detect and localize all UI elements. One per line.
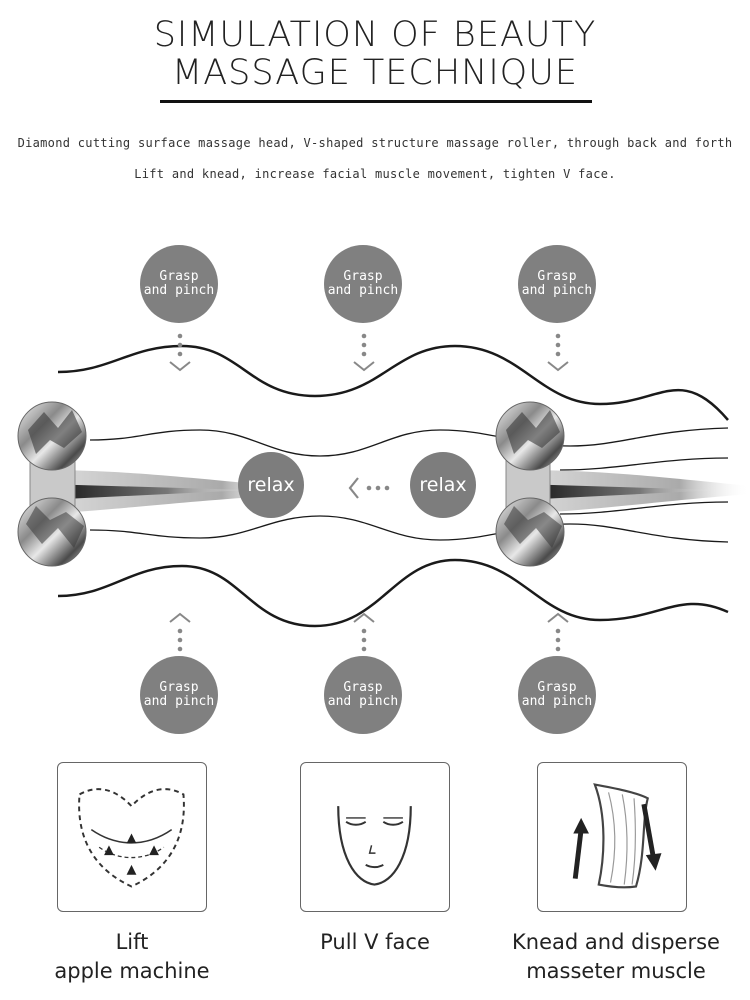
inner-wave-upper-mid <box>560 458 728 470</box>
up-arrow-3 <box>548 614 568 651</box>
description-line-2: Lift and knead, increase facial muscle movement, tighten V face. <box>134 167 616 181</box>
grasp-pinch-bubble-top-2 <box>324 245 402 323</box>
masseter-icon <box>538 763 685 910</box>
inner-wave-bottom <box>90 516 728 542</box>
outer-wave-bottom <box>58 560 728 626</box>
caption-masseter <box>496 928 736 986</box>
caption-line: apple machine <box>54 959 210 983</box>
grasp-pinch-bubble-bottom-2 <box>324 656 402 734</box>
technique-card-lift <box>57 762 207 912</box>
caption-v-face <box>280 928 470 957</box>
outer-wave-top <box>58 346 728 420</box>
up-arrow-1 <box>170 614 190 651</box>
down-arrow-2 <box>354 334 374 370</box>
bubble-label: and pinch <box>521 283 593 298</box>
bubble-label: Grasp <box>159 680 199 695</box>
caption-line: Pull V face <box>320 930 430 954</box>
caption-line: Lift <box>115 930 149 954</box>
technique-card-masseter <box>537 762 687 912</box>
caption-line: masseter muscle <box>526 959 706 983</box>
caption-line: Knead and disperse <box>512 930 720 954</box>
bubble-label: Grasp <box>343 269 383 284</box>
bubble-label: Grasp <box>537 269 577 284</box>
bubble-label: and pinch <box>327 283 399 298</box>
left-arrow <box>350 478 389 498</box>
up-arrow-2 <box>354 614 374 651</box>
bubble-label: and pinch <box>143 694 215 709</box>
down-arrow-3 <box>548 334 568 370</box>
title-line-1: SIMULATION OF BEAUTY <box>153 15 597 55</box>
bubble-label: and pinch <box>327 694 399 709</box>
grasp-pinch-bubble-top-3 <box>518 245 596 323</box>
grasp-pinch-bubble-top-1 <box>140 245 218 323</box>
bubble-label: and pinch <box>521 694 593 709</box>
bubble-label: and pinch <box>143 283 215 298</box>
grasp-pinch-bubble-bottom-3 <box>518 656 596 734</box>
technique-card-v-face <box>300 762 450 912</box>
relax-bubble-left: relax <box>238 452 304 518</box>
v-face-icon <box>301 763 448 910</box>
caption-lift <box>37 928 227 986</box>
grasp-pinch-bubble-bottom-1 <box>140 656 218 734</box>
bubble-label: Grasp <box>537 680 577 695</box>
description-line-1: Diamond cutting surface massage head, V-shaped structure massage roller, through back and forth <box>17 136 733 150</box>
bubble-label: Grasp <box>343 680 383 695</box>
bubble-label: Grasp <box>159 269 199 284</box>
down-arrow-1 <box>170 334 190 370</box>
inner-wave-top <box>90 428 728 456</box>
relax-bubble-right: relax <box>410 452 476 518</box>
title-line-2: MASSAGE TECHNIQUE <box>172 53 578 93</box>
lift-apple-icon <box>58 763 205 910</box>
